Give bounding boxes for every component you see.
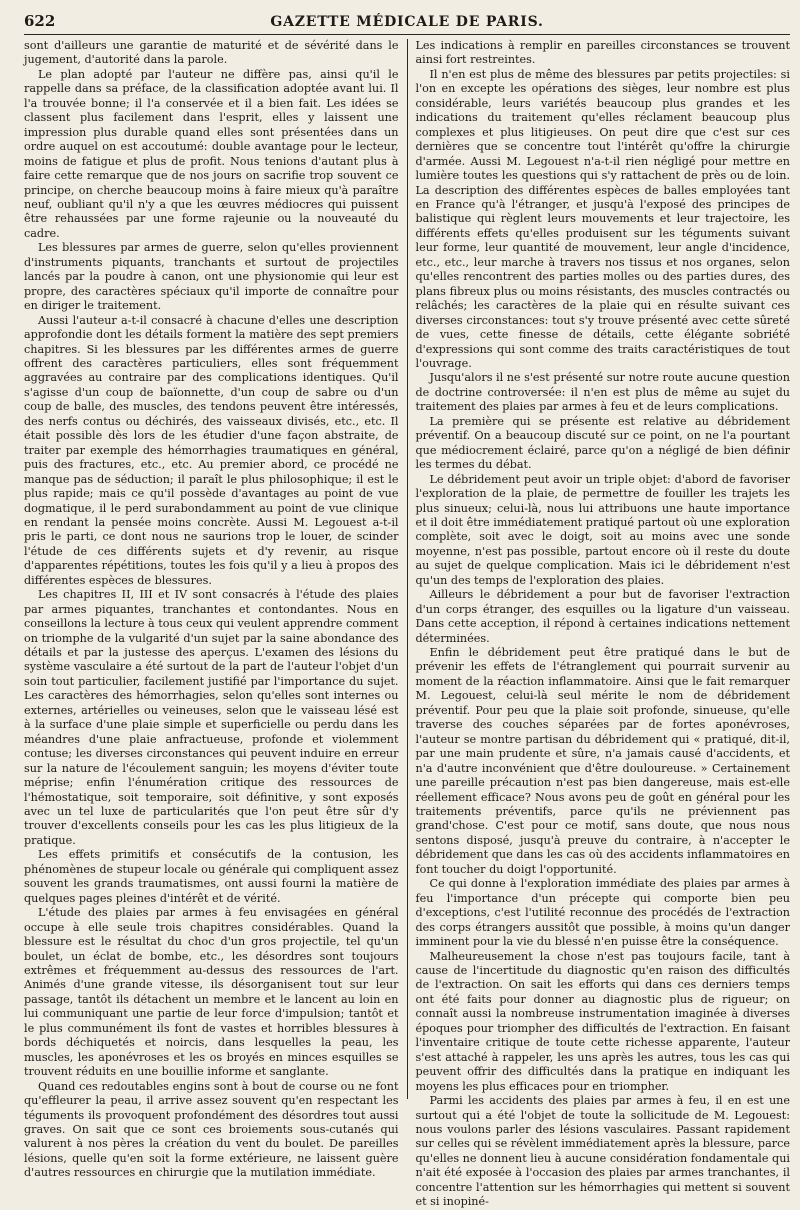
paragraph: Le plan adopté par l'auteur ne diffère pas, ainsi qu'il le rappelle dans sa préface, de la classification adoptée avant lui. Il l'a trouvée bonne; il l'a conservée et il a bien fait. Les idées se classent plus facilement dans l'esprit, elles y laissent une impression plus durable quand elles sont présentées dans un ordre auquel on est accoutumé: double avantage pour le lecteur, moins de fatigue et plus de profit. Nous tenions d'autant plus à faire cette remarque que de nos jours on sacrifie trop souvent ce principe, on cherche beaucoup moins à faire mieux qu'à paraître neuf, oubliant qu'il n'y a que les œuvres médiocres qui puissent être rehaussées par une forme rajeunie ou la nouveauté du cadre.	[24, 67, 399, 240]
paragraph: Jusqu'alors il ne s'est présenté sur notre route aucune question de doctrine controversée: il n'en est plus de même au sujet du traitement des plaies par armes à feu et de leurs complications.	[415, 371, 790, 414]
paragraph: Aussi l'auteur a-t-il consacré à chacune d'elles une description approfondie dont les détails forment la matière des sept premiers chapitres. Si les blessures par les différentes armes de guerre offrent des caractères particuliers, elles sont fréquemment aggravées au contraire par des complications identiques. Qu'il s'agisse d'un coup de baïonnette, d'un coup de sabre ou d'un coup de balle, des muscles, des tendons peuvent être intéressés, des nerfs contus ou déchirés, des vaisseaux divisés, etc., etc. Il était possible dès lors de les étudier d'une façon abstraite, de traiter par exemple des hémorrhagies traumatiques en général, puis des fractures, etc., etc. Au premier abord, ce procédé ne manque pas de séduction; il paraît le plus philosophique; il est le plus rapide; mais ce qu'il possède d'avantages au point de vue dogmatique, il le perd surabondamment au point de vue clinique en rendant la pensée moins concrète. Aussi M. Legouest a-t-il pris le parti, ce dont nous ne saurions trop le louer, de scinder l'étude de ces différents sujets et d'y revenir, au risque d'apparentes répétitions, toutes les fois qu'il y a lieu à propos des différentes espèces de blessures.	[24, 313, 399, 587]
paragraph: Quand ces redoutables engins sont à bout de course ou ne font qu'effleurer la peau, il arrive assez souvent qu'en respectant les téguments ils provoquent profondément des désordres tout aussi graves. On sait que ce sont ces broiements sous-cutanés qui valurent à nos pères la création du vent du boulet. De pareilles lésions, quelle qu'en soit la forme extérieure, ne laissent guère d'autres ressources en chirurgie que la mutilation immédiate.	[24, 1079, 399, 1180]
paragraph: Enfin le débridement peut être pratiqué dans le but de prévenir les effets de l'étranglement qui pourrait survenir au moment de la réaction inflammatoire. Ainsi que le fait remarquer M. Legouest, celui-là seul mérite le nom de débridement préventif. Pour peu que la plaie soit profonde, sinueuse, qu'elle traverse des couches séparées par de fortes aponévroses, l'auteur se montre partisan du débridement qui « pratiqué, dit-il, par une main prudente et sûre, n'a jamais causé d'accidents, et n'a d'autre inconvénient que d'être douloureuse. » Certainement une pareille précaution n'est pas bien dangereuse, mais est-elle réellement efficace? Nous avons peu de goût en général pour les traitements préventifs, parce qu'ils ne préviennent pas grand'chose. C'est pour ce motif, sans doute, que nous nous sentons disposé, jusqu'à preuve du contraire, à n'accepter le débridement que dans les cas où des accidents inflammatoires en font toucher du doigt l'opportunité.	[415, 646, 790, 876]
paragraph: L'étude des plaies par armes à feu envisagées en général occupe à elle seule trois chapitres considérables. Quand la blessure est le résultat du choc d'un gros projectile, tel qu'un boulet, un éclat de bombe, etc., les désordres sont toujours extrêmes et fréquemment au-dessus des ressources de l'art. Animés d'une grande vitesse, ils désorganisent tout sur leur passage, tantôt ils détachent un membre et le lancent au loin en lui communiquant une partie de leur force d'impulsion; tantôt et le plus communément ils font de vastes et horribles blessures à bords déchiquetés et noircis, dans lesquelles la peau, les muscles, les aponévroses et les os broyés en minces esquilles se trouvent réduits en une bouillie informe et sanglante.	[24, 906, 399, 1079]
running-title: GAZETTE MÉDICALE DE PARIS.	[270, 14, 544, 30]
paragraph: La première qui se présente est relative au débridement préventif. On a beaucoup discuté sur ce point, on ne l'a pourtant que médiocrement éclairé, parce qu'on a négligé de bien définir les termes du débat.	[415, 414, 790, 472]
right-column	[415, 39, 791, 1209]
paragraph: Malheureusement la chose n'est pas toujours facile, tant à cause de l'incertitude du diagnostic qu'en raison des difficultés de l'extraction. On sait les efforts qui dans ces derniers temps ont été faits pour donner au diagnostic plus de rigueur; on connaît aussi la nombreuse instrumentation imaginée à diverses époques pour triompher des difficultés de l'extraction. En faisant l'inventaire critique de toute cette richesse apparente, l'auteur s'est attaché à rappeler, les uns après les autres, tous les cas qui peuvent offrir des difficultés dans la pratique en indiquant les moyens les plus efficaces pour en triompher.	[415, 949, 790, 1093]
paragraph: Les chapitres II, III et IV sont consacrés à l'étude des plaies par armes piquantes, tranchantes et contondantes. Nous en conseillons la lecture à tous ceux qui veulent apprendre comment on triomphe de la vulgarité d'un sujet par la saine abondance des détails et par la justesse des aperçus. L'examen des lésions du système vasculaire a été surtout de la part de l'auteur l'objet d'un soin tout particulier, facilement justifié par l'importance du sujet. Les caractères des hémorrhagies, selon qu'elles sont internes ou externes, artérielles ou veineuses, selon que le vaisseau lésé est à la surface d'une plaie simple et superficielle ou perdu dans les méandres d'une plaie anfractueuse, profonde et violemment contuse; les diverses circonstances qui peuvent induire en erreur sur la nature de l'écoulement sanguin; les moyens d'éviter toute méprise; enfin l'énumération critique des ressources de l'hémostatique, soit temporaire, soit définitive, y sont exposés avec un tel luxe de particularités que l'on peut être sûr d'y trouver d'excellents conseils pour les cas les plus litigieux de la pratique.	[24, 588, 399, 847]
paragraph: sont d'ailleurs une garantie de maturité et de sévérité dans le jugement, d'autorité dans la parole.	[24, 39, 399, 67]
page-header	[24, 12, 790, 35]
paragraph: Les indications à remplir en pareilles circonstances se trouvent ainsi fort restreintes.	[415, 39, 790, 67]
left-column	[24, 39, 399, 1180]
text-columns	[24, 39, 790, 1209]
page-number: 622	[24, 12, 56, 30]
column-divider	[407, 39, 408, 1099]
paragraph: Les effets primitifs et consécutifs de la contusion, les phénomènes de stupeur locale ou générale qui compliquent assez souvent les grands traumatismes, ont aussi fourni la matière de quelques pages pleines d'intérêt et de vérité.	[24, 848, 399, 905]
paragraph: Les blessures par armes de guerre, selon qu'elles proviennent d'instruments piquants, tranchants et surtout de projectiles lancés par la poudre à canon, ont une physionomie qui leur est propre, des caractères spéciaux qu'il importe de connaître pour en diriger le traitement.	[24, 241, 399, 313]
paragraph: Parmi les accidents des plaies par armes à feu, il en est une surtout qui a été l'objet de toute la sollicitude de M. Legouest: nous voulons parler des lésions vasculaires. Passant rapidement sur celles qui se révèlent immédiatement après la blessure, parce qu'elles ne donnent lieu à aucune considération fondamentale qui n'ait été exposée à l'occasion des plaies par armes tranchantes, il concentre l'attention sur les hémorrhagies qui mettent si souvent et si inopiné-	[415, 1094, 790, 1209]
paragraph: Ailleurs le débridement a pour but de favoriser l'extraction d'un corps étranger, des esquilles ou la ligature d'un vaisseau. Dans cette acception, il répond à certaines indications nettement déterminées.	[415, 588, 790, 645]
paragraph: Le débridement peut avoir un triple objet: d'abord de favoriser l'exploration de la plaie, de permettre de fouiller les trajets les plus sinueux; celui-là, nous lui attribuons une haute importance et il doit être immédiatement pratiqué partout où une exploration complète, soit avec le doigt, soit au moins avec une sonde moyenne, n'est pas possible, partout encore où il reste du doute au sujet de quelque complication. Mais ici le débridement n'est qu'un des temps de l'exploration des plaies.	[415, 472, 790, 587]
paragraph: Il n'en est plus de même des blessures par petits projectiles: si l'on en excepte les opérations des sièges, leur nombre est plus considérable, leurs variétés beaucoup plus grandes et les indications du traitement qu'elles réclament beaucoup plus complexes et plus litigieuses. On peut dire que c'est sur ces dernières que se concentre tout l'intérêt qu'offre la chirurgie d'armée. Aussi M. Legouest n'a-t-il rien négligé pour mettre en lumière toutes les questions qui s'y rattachent de près ou de loin. La description des différentes espèces de balles employées tant en France qu'à l'étranger, et jusqu'à l'exposé des principes de balistique qui règlent leurs mouvements et leur trajectoire, les différents effets qu'elles produisent sur les téguments suivant leur forme, leur quantité de mouvement, leur angle d'incidence, etc., etc., leur marche à travers nos tissus et nos organes, selon qu'elles rencontrent des parties molles ou des parties dures, des plans fibreux plus ou moins résistants, des muscles contractés ou relâchés; les caractères de la plaie qui en résulte suivant ces diverses circonstances: tout s'y trouve présenté avec cette sûreté de vues, cette finesse de détails, cette élégante sobriété d'expressions qui sont comme des traits caractéristiques de tout l'ouvrage.	[415, 67, 790, 370]
paragraph: Ce qui donne à l'exploration immédiate des plaies par armes à feu l'importance d'un précepte qui comporte bien peu d'exceptions, c'est l'utilité reconnue des procédés de l'extraction des corps étrangers aussitôt que possible, à moins qu'un danger imminent pour la vie du blessé n'en puisse être la conséquence.	[415, 877, 790, 949]
